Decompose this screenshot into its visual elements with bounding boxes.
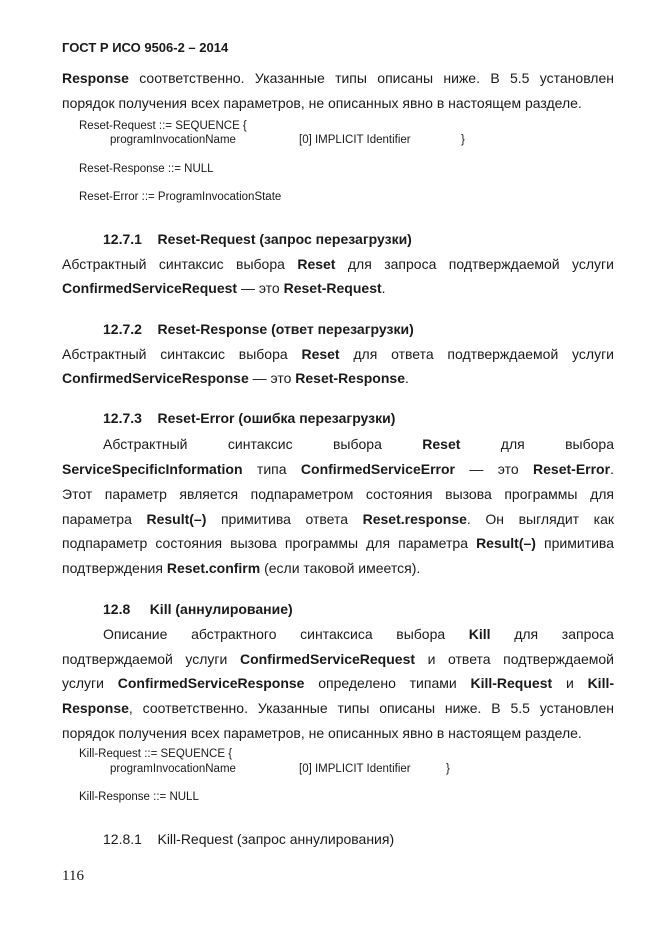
s128-line-5: порядок получения всех параметров, не описанных явно в настоящем разделе. [62, 725, 582, 741]
section-12-7-3-heading: 12.7.3 Reset-Error (ошибка перезагрузки) [103, 410, 396, 426]
section-12-8-heading: 12.8 Kill (аннулирование) [103, 601, 293, 617]
s1271-line-2: ConfirmedServiceRequest — это Reset-Request. [62, 280, 386, 296]
s1273-line-6: подтверждения Reset.confirm (если таковой имеется). [62, 560, 421, 576]
s128-line-2: подтверждаемой услуги ConfirmedServiceRequest и ответа подтверждаемой [62, 651, 614, 667]
section-12-8-1-heading: 12.8.1 Kill-Request (запрос аннулирования) [103, 831, 395, 847]
s1272-line-2: ConfirmedServiceResponse — это Reset-Response. [62, 370, 409, 386]
code2-close-brace: } [446, 763, 450, 775]
code-reset-response: Reset-Response ::= NULL [79, 163, 214, 175]
document-header: ГОСТ Р ИСО 9506-2 – 2014 [62, 40, 229, 55]
s1273-line-1: Абстрактный синтаксис выбора Reset для выбора [103, 436, 614, 452]
section-12-7-2-heading: 12.7.2 Reset-Response (ответ перезагрузки) [103, 321, 414, 337]
page-number: 116 [62, 868, 84, 884]
intro-line-1: Response соответственно. Указанные типы описаны ниже. В 5.5 установлен [62, 70, 614, 86]
s1273-line-3: Этот параметр является подпараметром состояния вызова программы для [62, 486, 614, 502]
code-reset-error: Reset-Error ::= ProgramInvocationState [79, 191, 282, 203]
code2-field-type: [0] IMPLICIT Identifier [299, 763, 411, 775]
s1273-line-4: параметра Result(–) примитива ответа Reset.response. Он выглядит как [62, 511, 614, 527]
code2-field-name: programInvocationName [110, 763, 236, 775]
code-field-name: programInvocationName [110, 134, 236, 146]
code-kill-request: Kill-Request ::= SEQUENCE { [79, 748, 233, 760]
s1273-line-2: ServiceSpecificInformation типа ConfirmedServiceError — это Reset-Error. [62, 461, 614, 477]
s1273-line-5: подпараметр состояния вызова программы для параметра Result(–) примитива [62, 535, 614, 551]
intro-line-2: порядок получения всех параметров, не описанных явно в настоящем разделе. [62, 95, 582, 111]
s1271-line-1: Абстрактный синтаксис выбора Reset для запроса подтверждаемой услуги [62, 256, 614, 272]
s128-line-4: Response, соответственно. Указанные типы описаны ниже. В 5.5 установлен [62, 700, 614, 716]
section-12-7-1-heading: 12.7.1 Reset-Request (запрос перезагрузки) [103, 231, 412, 247]
code-field-type: [0] IMPLICIT Identifier [299, 134, 411, 146]
code-kill-response: Kill-Response ::= NULL [79, 791, 199, 803]
s128-line-1: Описание абстрактного синтаксиса выбора Kill для запроса [103, 626, 614, 642]
s128-line-3: услуги ConfirmedServiceResponse определено типами Kill-Request и Kill- [62, 675, 615, 691]
code-close-brace: } [461, 134, 465, 146]
s1272-line-1: Абстрактный синтаксис выбора Reset для ответа подтверждаемой услуги [62, 346, 614, 362]
code-reset-request: Reset-Request ::= SEQUENCE { [79, 120, 247, 132]
